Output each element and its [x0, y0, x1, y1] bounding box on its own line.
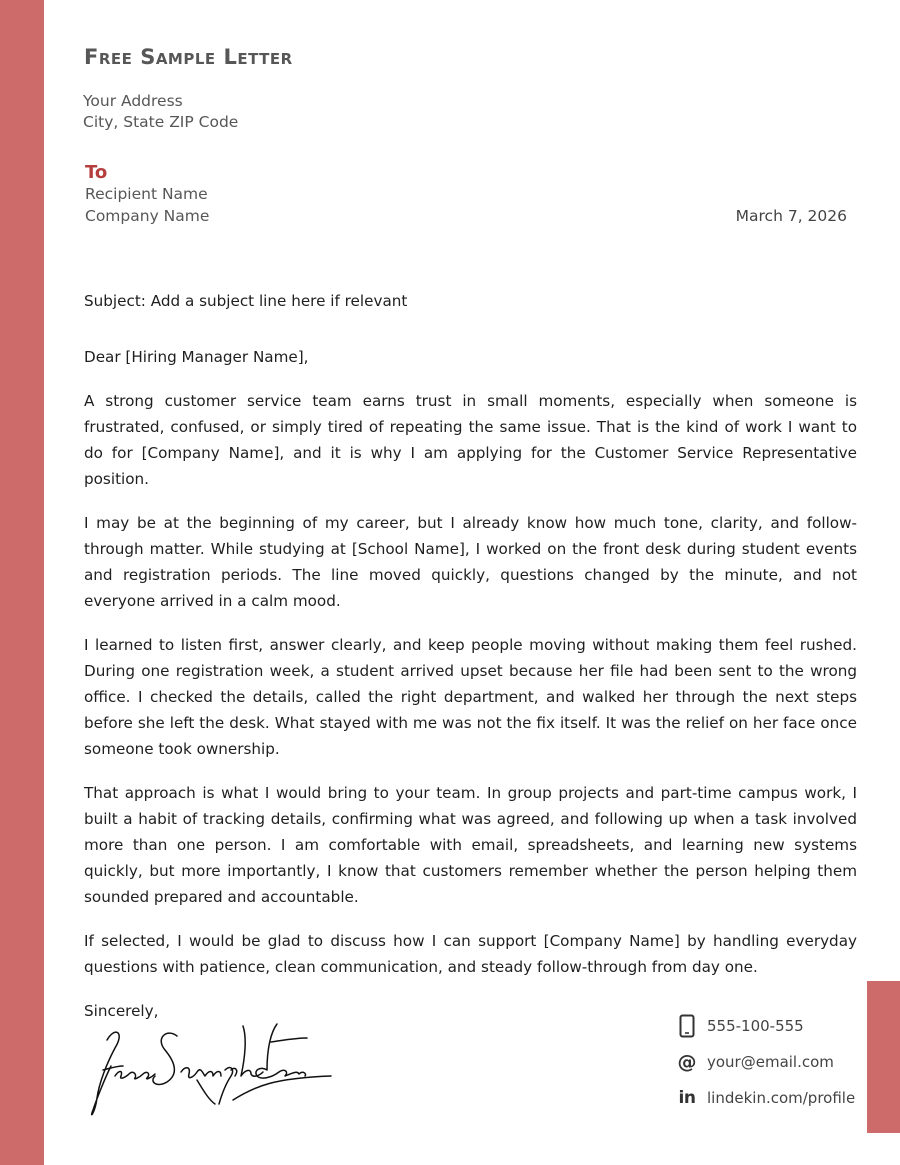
contact-linkedin [676, 1080, 855, 1116]
subject-line: Subject: Add a subject line here if relevant [84, 292, 408, 310]
letter-title: Free Sample Letter [84, 45, 293, 69]
closing: Sincerely, [84, 1002, 159, 1020]
contact-list [676, 1008, 855, 1116]
sender-address [83, 91, 238, 133]
body-paragraph: If selected, I would be glad to discuss how I can support [Company Name] by handling everyday questions with patience, clean communication, and steady follow-through from day one. [84, 932, 857, 976]
linkedin-icon: in [678, 1088, 696, 1108]
body-paragraph: A strong customer service team earns trust in small moments, especially when someone is frustrated, confused, or simply tired of repeating the same issue. That is the kind of work I want to do for [Company Name], and it is why I am applying for the Customer Service Representative position. [84, 392, 857, 488]
body-paragraph: I learned to listen first, answer clearly, and keep people moving without making them feel rushed. During one registration week, a student arrived upset because her file had been sent to the wrong office. I checked the details, called the right department, and walked her through the next steps before she left the desk. What stayed with me was not the fix itself. It was the relief on her face once someone took ownership. [84, 636, 857, 758]
right-accent-block [867, 981, 900, 1133]
to-label: To [85, 162, 108, 183]
linkedin-url: lindekin.com/profile [707, 1089, 856, 1107]
body-paragraph: I may be at the beginning of my career, but I already know how much tone, clarity, and follow-through matter. While studying at [School Name], I worked on the front desk during student events and registration periods. The line moved quickly, questions changed by the minute, and not everyone arrived in a calm mood. [84, 514, 857, 610]
phone-icon [676, 1014, 698, 1038]
contact-phone [676, 1008, 855, 1044]
sender-address-line: Your Address [83, 92, 183, 110]
phone-number: 555-100-555 [707, 1017, 804, 1035]
email-address: your@email.com [707, 1053, 834, 1071]
body-paragraph: That approach is what I would bring to your team. In group projects and part-time campus work, I built a habit of tracking details, confirming what was agreed, and following up when a task involved more than one person. I am comfortable with email, spreadsheets, and learning new systems quickly, but more importantly, I know that customers remember whether the person helping them sounded prepared and accountable. [84, 784, 857, 906]
letter-body [84, 288, 857, 1042]
handwritten-signature [85, 1018, 340, 1128]
recipient-company: Company Name [85, 206, 210, 225]
left-accent-bar [0, 0, 44, 1165]
recipient-block [85, 184, 209, 227]
salutation: Dear [Hiring Manager Name], [84, 348, 309, 366]
recipient-name: Recipient Name [85, 185, 208, 203]
letter-date: March 7, 2026 [735, 207, 847, 225]
at-icon: @ [677, 1050, 697, 1073]
contact-email [676, 1044, 855, 1080]
sender-city-line: City, State ZIP Code [83, 113, 239, 131]
